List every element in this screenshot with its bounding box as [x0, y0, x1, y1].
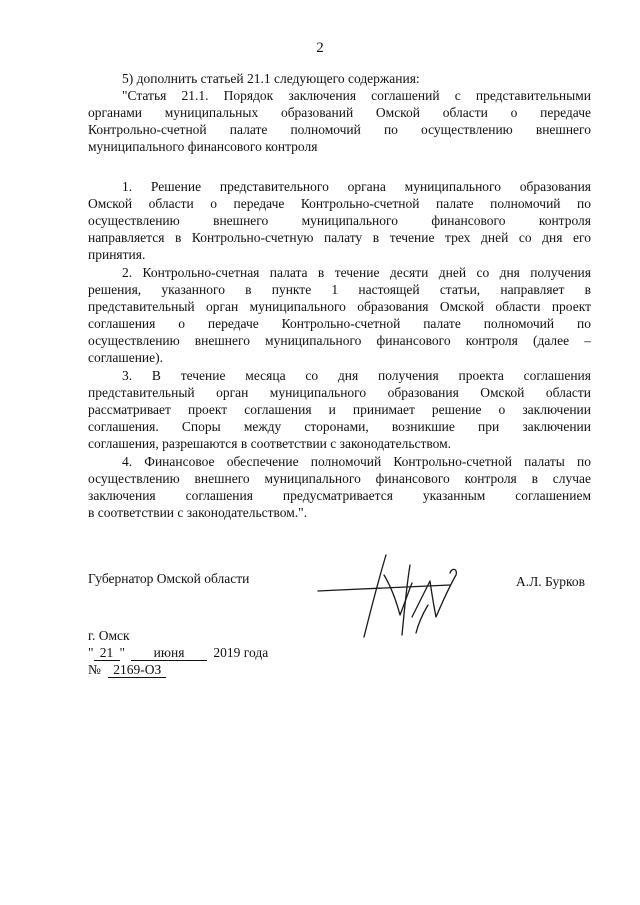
- article-title-line: "Статья 21.1. Порядок заключения соглашений с представительными: [122, 88, 591, 103]
- paragraph-line: представительный орган муниципального образования Омской области проект: [88, 299, 591, 314]
- date-quote-close: ": [119, 645, 126, 660]
- paragraph-line: соглашения. Споры между сторонами, возникшие при заключении: [88, 419, 591, 434]
- paragraph-line: решения, указанного в пункте 1 настоящей статьи, направляет в: [88, 282, 591, 297]
- paragraph-line: направляется в Контрольно-счетную палату в течение трех дней со дня его: [88, 230, 591, 245]
- paragraph-line: соглашения о передаче Контрольно-счетной палате полномочий по: [88, 316, 591, 331]
- page-number: 2: [316, 40, 324, 56]
- paragraph-line: 2. Контрольно-счетная палата в течение десяти дней со дня получения: [122, 265, 591, 280]
- paragraph-line: соглашение).: [88, 350, 164, 365]
- paragraph-line: 1. Решение представительного органа муниципального образования: [122, 179, 591, 194]
- signatory-name: А.Л. Бурков: [516, 574, 585, 589]
- date-day: 21: [94, 646, 120, 661]
- date-year: 2019 года: [213, 645, 269, 660]
- law-number-value: 2169-ОЗ: [108, 663, 166, 678]
- paragraph-line: осуществлению внешнего муниципального финансового контроля: [88, 213, 591, 228]
- article-title-line: муниципального финансового контроля: [88, 139, 318, 154]
- clause-text: 5) дополнить статьей 21.1 следующего содержания:: [122, 71, 420, 86]
- city: г. Омск: [88, 628, 130, 643]
- date-month: июня: [131, 646, 207, 661]
- article-title-line: органами муниципальных образований Омской области о передаче: [88, 105, 591, 120]
- handwritten-signature: [300, 545, 490, 645]
- signing-date: [88, 644, 268, 661]
- law-number: [88, 661, 166, 678]
- paragraph-line: осуществлению внешнего муниципального финансового контроля в случае: [88, 471, 591, 486]
- paragraph-line: соглашения, разрешаются в соответствии с законодательством.: [88, 436, 452, 451]
- date-quote-open: ": [88, 645, 94, 660]
- paragraph-line: рассматривает проект соглашения и принимает решение о заключении: [88, 402, 591, 417]
- paragraph-line: Омской области о передаче Контрольно-счетной палате полномочий по: [88, 196, 591, 211]
- paragraph-line: в соответствии с законодательством.".: [88, 505, 308, 520]
- article-title-line: Контрольно-счетной палате полномочий по осуществлению внешнего: [88, 122, 591, 137]
- paragraph-line: заключения соглашения предусматривается указанным соглашением: [88, 488, 591, 503]
- paragraph-line: осуществлению внешнего муниципального финансового контроля (далее –: [88, 333, 591, 348]
- paragraph-line: 4. Финансовое обеспечение полномочий Контрольно-счетной палаты по: [122, 454, 591, 469]
- number-sign: №: [88, 662, 101, 677]
- paragraph-line: принятия.: [88, 247, 146, 262]
- signatory-title: Губернатор Омской области: [88, 571, 250, 586]
- paragraph-line: представительный орган муниципального образования Омской области: [88, 385, 591, 400]
- paragraph-line: 3. В течение месяца со дня получения проекта соглашения: [122, 368, 591, 383]
